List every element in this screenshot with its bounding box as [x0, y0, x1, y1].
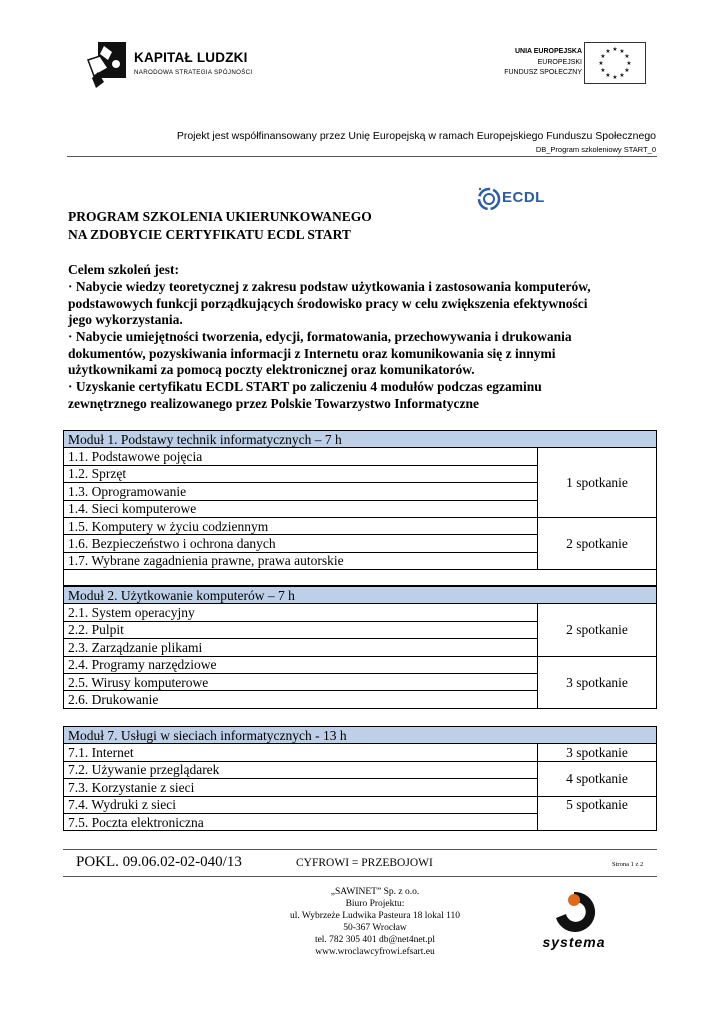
module-2-table — [63, 586, 657, 709]
eu-logo — [496, 42, 648, 86]
topic-cell: 1.6. Bezpieczeństwo i ochrona danych — [64, 535, 538, 552]
svg-text:★: ★ — [626, 60, 632, 67]
topic-cell: 1.3. Oprogramowanie — [64, 483, 538, 500]
meeting-cell: 5 spotkanie — [538, 796, 657, 831]
topic-cell: 2.5. Wirusy komputerowe — [64, 673, 538, 690]
topic-cell: 2.1. System operacyjny — [64, 604, 538, 621]
topic-cell: 2.4. Programy narzędziowe — [64, 656, 538, 673]
svg-text:★: ★ — [624, 53, 630, 60]
meeting-cell: 3 spotkanie — [538, 744, 657, 761]
table-row — [64, 587, 657, 604]
kapital-ludzki-logo — [86, 38, 266, 90]
systema-emblem-icon — [526, 888, 622, 934]
footer-divider-top — [63, 849, 657, 850]
goals-heading: Celem szkoleń jest: — [68, 262, 179, 277]
topic-cell: 2.2. Pulpit — [64, 621, 538, 638]
module-1-table — [63, 430, 657, 586]
goal-line: podstawowych funkcji porządkujących środowisko pracy w celu zwiększenia efektywności — [68, 296, 588, 311]
table-row — [64, 761, 657, 778]
page-number: Strona 1 z 2 — [612, 861, 644, 868]
topic-cell: 1.5. Komputery w życiu codziennym — [64, 517, 538, 534]
project-slogan: CYFROWI = PRZEBOJOWI — [296, 857, 433, 869]
document-reference: DB_Program szkoleniowy START_0 — [535, 145, 656, 154]
systema-label: systema — [542, 934, 606, 950]
address-line: „SAWINET” Sp. z o.o. — [330, 887, 420, 897]
kapital-ludzki-title: KAPITAŁ LUDZKI — [134, 50, 248, 65]
address-line: Biuro Projektu: — [345, 899, 405, 909]
topic-cell: 7.5. Poczta elektroniczna — [64, 813, 538, 830]
svg-text:★: ★ — [612, 46, 618, 53]
module-7-title: Moduł 7. Usługi w sieciach informatycznych - 13 h — [64, 727, 657, 744]
address-line: 50-367 Wrocław — [343, 923, 407, 933]
topic-cell: 7.1. Internet — [64, 744, 538, 761]
topic-cell: 1.1. Podstawowe pojęcia — [64, 448, 538, 465]
svg-text:★: ★ — [598, 60, 604, 67]
goal-line: jego wykorzystania. — [68, 312, 183, 327]
kapital-ludzki-subtitle: NARODOWA STRATEGIA SPÓJNOŚCI — [134, 69, 253, 76]
program-title-line-2: NA ZDOBYCIE CERTYFIKATU ECDL START — [68, 227, 351, 242]
header-divider — [67, 156, 657, 157]
svg-text:★: ★ — [605, 72, 611, 79]
table-row — [64, 796, 657, 813]
svg-text:★: ★ — [600, 67, 606, 74]
kapital-ludzki-emblem-icon — [86, 38, 130, 90]
meeting-cell: 3 spotkanie — [538, 656, 657, 708]
program-title-line-1: PROGRAM SZKOLENIA UKIERUNKOWANEGO — [68, 209, 372, 224]
topic-cell: 7.2. Używanie przeglądarek — [64, 761, 538, 778]
topic-cell: 2.6. Drukowanie — [64, 691, 538, 708]
table-row — [64, 431, 657, 448]
svg-text:★: ★ — [619, 72, 625, 79]
goal-line: · Nabycie wiedzy teoretycznej z zakresu podstaw użytkowania i zastosowania komputerów, — [68, 279, 591, 294]
table-row — [64, 727, 657, 744]
topic-cell: 7.3. Korzystanie z sieci — [64, 779, 538, 796]
svg-text:★: ★ — [612, 74, 618, 81]
eu-line-1: UNIA EUROPEJSKA — [514, 48, 582, 55]
address-line: tel. 782 305 401 db@net4net.pl — [314, 935, 436, 945]
module-7-table — [63, 726, 657, 831]
goal-line: · Uzyskanie certyfikatu ECDL START po zaliczeniu 4 modułów podczas egzaminu — [68, 379, 542, 394]
meeting-cell: 4 spotkanie — [538, 761, 657, 796]
eu-line-2: EUROPEJSKI — [537, 59, 582, 66]
topic-cell: 2.3. Zarządzanie plikami — [64, 639, 538, 656]
table-row — [64, 744, 657, 761]
table-spacer-row — [64, 570, 657, 586]
goal-line: dokumentów, pozyskiwania informacji z Internetu oraz komunikowania się z innymi — [68, 346, 556, 361]
svg-text:★: ★ — [605, 48, 611, 55]
address-line: www.wroclawcyfrowi.efsart.eu — [315, 947, 435, 957]
topic-cell: 1.7. Wybrane zagadnienia prawne, prawa autorskie — [64, 552, 538, 569]
ecdl-logo — [476, 186, 556, 212]
table-row — [64, 517, 657, 534]
module-1-title: Moduł 1. Podstawy technik informatycznych – 7 h — [64, 431, 657, 448]
ecdl-label: ECDL — [502, 189, 545, 206]
systema-logo — [526, 888, 622, 950]
meeting-cell: 2 spotkanie — [538, 604, 657, 656]
svg-text:★: ★ — [619, 48, 625, 55]
ecdl-emblem-icon — [476, 186, 502, 212]
topic-cell: 7.4. Wydruki z sieci — [64, 796, 538, 813]
project-number: POKL. 09.06.02-02-040/13 — [76, 854, 242, 870]
goal-line: · Nabycie umiejętności tworzenia, edycji, formatowania, przechowywania i drukowania — [68, 329, 572, 344]
eu-flag-icon — [584, 42, 646, 84]
table-row — [64, 448, 657, 465]
footer-divider-bottom — [63, 876, 657, 877]
svg-text:★: ★ — [600, 53, 606, 60]
cofinancing-note: Projekt jest współfinansowany przez Unię Europejską w ramach Europejskiego Funduszu Społecznego — [176, 130, 656, 142]
eu-line-3: FUNDUSZ SPOŁECZNY — [504, 69, 582, 76]
table-row — [64, 656, 657, 673]
topic-cell: 1.2. Sprzęt — [64, 465, 538, 482]
goal-line: użytkownikami za pomocą poczty elektronicznej oraz komunikatorów. — [68, 362, 475, 377]
goal-line: zewnętrznego realizowanego przez Polskie Towarzystwo Informatyczne — [68, 396, 480, 411]
meeting-cell: 1 spotkanie — [538, 448, 657, 518]
address-line: ul. Wybrzeże Ludwika Pasteura 18 lokal 110 — [289, 911, 461, 921]
spacer-cell — [64, 570, 657, 586]
svg-text:★: ★ — [624, 67, 630, 74]
table-row — [64, 604, 657, 621]
topic-cell: 1.4. Sieci komputerowe — [64, 500, 538, 517]
module-2-title: Moduł 2. Użytkowanie komputerów – 7 h — [64, 587, 657, 604]
meeting-cell: 2 spotkanie — [538, 517, 657, 569]
